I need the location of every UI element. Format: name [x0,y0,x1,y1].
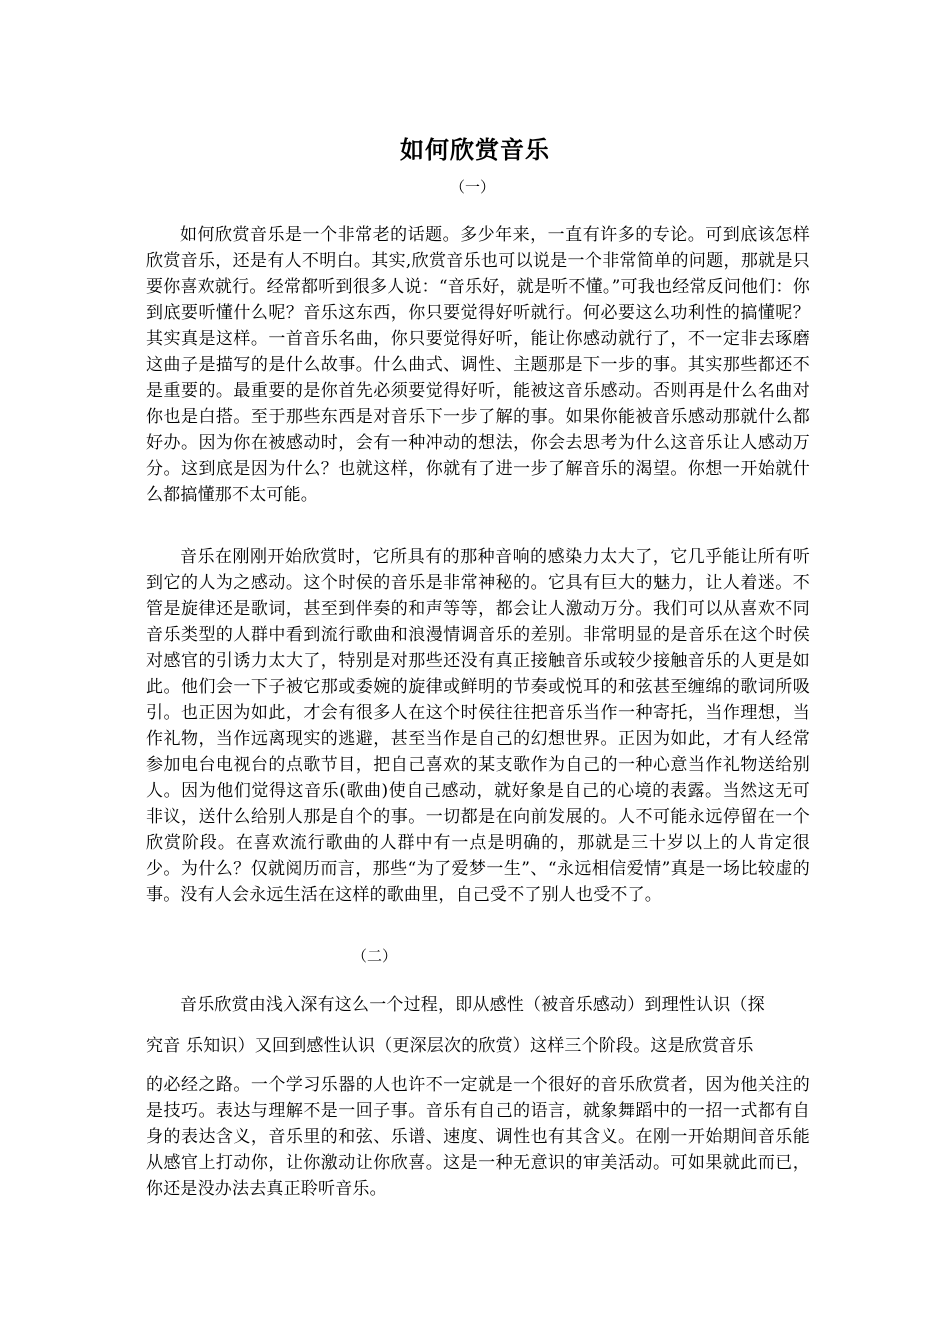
paragraph-1: 如何欣赏音乐是一个非常老的话题。多少年来，一直有许多的专论。可到底该怎样欣赏音乐，还是有人不明白。其实,欣赏音乐也可以说是一个非常简单的问题，那就是只要你喜欢就行。经常都听到很多人说：“音乐好，就是听不懂。”可我也经常反问他们：你到底要听懂什么呢？音乐这东西，你只要觉得好听就行。何必要这么功利性的搞懂呢？其实真是这样。一首音乐名曲，你只要觉得好听，能让你感动就行了，不一定非去琢磨这曲子是描写的是什么故事。什么曲式、调性、主题那是下一步的事。其实那些都还不是重要的。最重要的是你首先必须要觉得好听，能被这音乐感动。否则再是什么名曲对你也是白搭。至于那些东西是对音乐下一步了解的事。如果你能被音乐感动那就什么都好办。因为你在被感动时，会有一种冲动的想法，你会去思考为什么这音乐让人感动万分。这到底是因为什么？也就这样，你就有了进一步了解音乐的渴望。你想一开始就什么都搞懂那不太可能。 [146,225,810,505]
paragraph-2: 音乐在刚刚开始欣赏时，它所具有的那种音响的感染力太大了，它几乎能让所有听到它的人为之感动。这个时侯的音乐是非常神秘的。它具有巨大的魅力，让人着迷。不管是旋律还是歌词，甚至到伴奏的和声等等，都会让人激动万分。我们可以从喜欢不同音乐类型的人群中看到流行歌曲和浪漫情调音乐的差别。非常明显的是音乐在这个时侯对感官的引诱力太大了，特别是对那些还没有真正接触音乐或较少接触音乐的人更是如此。他们会一下子被它那或委婉的旋律或鲜明的节奏或悦耳的和弦甚至缠绵的歌词所吸引。也正因为如此，才会有很多人在这个时侯往往把音乐当作一种寄托，当作理想，当作礼物，当作远离现实的逃避，甚至当作是自己的幻想世界。正因为如此，才有人经常参加电台电视台的点歌节目，把自己喜欢的某支歌作为自己的一种心意当作礼物送给别人。因为他们觉得这音乐(歌曲)使自己感动，就好象是自己的心境的表露。当然这无可非议，送什么给别人那是自个的事。一切都是在向前发展的。人不可能永远停留在一个欣赏阶段。在喜欢流行歌曲的人群中有一点是明确的，那就是三十岁以上的人肯定很少。为什么？仅就阅历而言，那些“为了爱梦一生”、“永远相信爱情”真是一场比较虚的事。没有人会永远生活在这样的歌曲里，自己受不了别人也受不了。 [146,547,810,905]
paragraph-3-line-1: 音乐欣赏由浅入深有这么一个过程，即从感性（被音乐感动）到理性认识（探 [180,995,765,1015]
document-title: 如何欣赏音乐 [400,135,550,164]
paragraph-3-body: 的必经之路。一个学习乐器的人也许不一定就是一个很好的音乐欣赏者，因为他关注的是技巧。表达与理解不是一回子事。音乐有自己的语言，就象舞蹈中的一招一式都有自身的表达含义，音乐里的和弦、乐谱、速度、调性也有其含义。在刚一开始期间音乐能从感官上打动你，让你激动让你欣喜。这是一种无意识的审美活动。可如果就此而已，你还是没办法去真正聆听音乐。 [146,1075,810,1199]
section-1-heading: （一） [450,178,496,196]
paragraph-3-line-2: 究音 乐知识）又回到感性认识（更深层次的欣赏）这样三个阶段。这是欣赏音乐 [146,1036,754,1056]
section-2-heading: （二） [352,947,398,965]
